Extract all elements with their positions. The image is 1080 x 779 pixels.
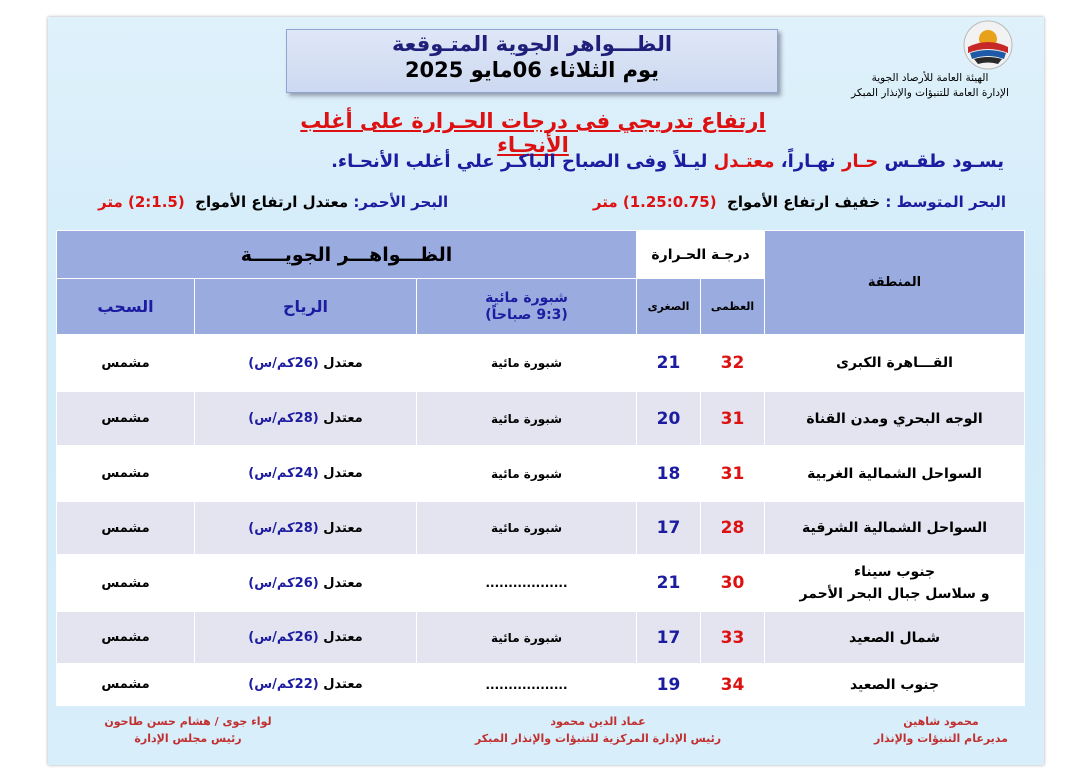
table-row (57, 555, 1025, 612)
header-wind: الرياح (195, 279, 417, 335)
min-temp-cell: 21 (637, 555, 701, 612)
date-line: يوم الثلاثاء 06مايو 2025 (404, 58, 660, 82)
wind-speed: (26كم/س) (248, 575, 319, 591)
min-temp-cell: 17 (637, 502, 701, 555)
header-fog-label: شبورة مائية (485, 289, 568, 306)
signature-left (88, 713, 288, 747)
max-temp-cell: 30 (701, 555, 765, 612)
cloud-cell: مشمس (57, 664, 195, 706)
med-state: خفيف (834, 193, 886, 211)
mediterranean-sea (593, 193, 1006, 211)
wind-cell (195, 446, 417, 502)
signature-center (448, 713, 748, 747)
wind-state: معتدل (318, 466, 363, 481)
header-temperature: درجـة الحـرارة (637, 231, 765, 279)
desc-part-2: نهـاراً، (774, 151, 842, 172)
cloud-cell: مشمس (57, 335, 195, 392)
wind-speed: (28كم/س) (248, 520, 319, 536)
cloud-cell: مشمس (57, 502, 195, 555)
max-temp-cell: 33 (701, 612, 765, 664)
region-cell: شمال الصعيد (765, 612, 1025, 664)
wind-state: معتدل (318, 677, 363, 692)
signature-center-name: عماد الدين محمود (550, 715, 646, 728)
signature-right (856, 713, 1026, 747)
desc-part-1: يسـود طقـس (878, 151, 1004, 172)
cloud-cell: مشمس (57, 446, 195, 502)
forecast-sheet (48, 17, 1044, 765)
wind-cell (195, 555, 417, 612)
fog-cell: شبورة مائية (417, 392, 637, 446)
table-row (57, 664, 1025, 706)
organization-name (830, 71, 1030, 101)
cloud-cell: مشمس (57, 555, 195, 612)
wind-state: معتدل (318, 575, 363, 591)
wind-speed: (24كم/س) (248, 466, 319, 481)
wind-state: معتدل (318, 355, 363, 371)
header-max: العظمى (701, 279, 765, 335)
header-fog-time: (9:3 صباحاً) (485, 306, 568, 323)
page-title: الظـــواهر الجوية المتـوقعة (391, 32, 673, 56)
med-wave-value: (1.25:0.75) متر (592, 193, 717, 211)
table-row (57, 446, 1025, 502)
region-line-2: و سلاسل جبال البحر الأحمر (799, 586, 990, 602)
cloud-cell: مشمس (57, 612, 195, 664)
wind-speed: (22كم/س) (248, 677, 319, 692)
table-row (57, 502, 1025, 555)
wind-speed: (28كم/س) (248, 411, 319, 426)
sea-conditions (98, 193, 1006, 219)
wind-state: معتدل (318, 411, 363, 426)
min-temp-cell: 17 (637, 612, 701, 664)
region-cell: السواحل الشمالية الشرقية (765, 502, 1025, 555)
region-line-1: جنوب سيناء (853, 564, 936, 580)
desc-mild: معتـدل (713, 151, 775, 172)
red-sea (98, 193, 448, 211)
table-row (57, 335, 1025, 392)
red-label: البحر الأحمر: (353, 193, 449, 211)
wind-speed: (26كم/س) (248, 355, 319, 371)
wind-state: معتدل (318, 630, 363, 645)
signature-right-name: محمود شاهين (903, 715, 979, 728)
fog-cell: .................. (417, 555, 637, 612)
header-phenomena: الظـــواهـــر الجويـــــة (57, 231, 637, 279)
region-cell (765, 555, 1025, 612)
max-temp-cell: 28 (701, 502, 765, 555)
max-temp-cell: 34 (701, 664, 765, 706)
org-line-1: الهيئة العامة للأرصاد الجوية (871, 72, 989, 84)
region-cell: السواحل الشمالية الغربية (765, 446, 1025, 502)
header-region: المنطقة (765, 231, 1025, 335)
fog-cell: .................. (417, 664, 637, 706)
header-cloud: السحب (57, 279, 195, 335)
signature-right-role: مديرعام التنبؤات والإنذار (874, 732, 1008, 745)
wind-cell (195, 664, 417, 706)
red-state: معتدل (302, 193, 354, 211)
weather-description (331, 151, 1004, 172)
signature-left-role: رئيس مجلس الإدارة (134, 732, 242, 745)
cloud-cell: مشمس (57, 392, 195, 446)
wind-cell (195, 392, 417, 446)
red-wave-label: ارتفاع الأمواج (195, 193, 303, 211)
forecast-table (56, 230, 1025, 706)
wind-state: معتدل (318, 520, 363, 536)
wind-cell (195, 502, 417, 555)
signature-center-role: رئيس الإدارة المركزية للتنبؤات والإنذار المبكر (474, 732, 722, 745)
min-temp-cell: 20 (637, 392, 701, 446)
wind-cell (195, 612, 417, 664)
header-min: الصغرى (637, 279, 701, 335)
region-cell: القـــاهرة الكبرى (765, 335, 1025, 392)
max-temp-cell: 31 (701, 446, 765, 502)
region-cell: الوجه البحري ومدن القناة (765, 392, 1025, 446)
desc-hot: حـار (841, 151, 879, 172)
min-temp-cell: 19 (637, 664, 701, 706)
wind-cell (195, 335, 417, 392)
desc-part-3: ليـلاً وفى الصباح الباكـر علي أغلب الأنحـاء. (331, 151, 714, 172)
ema-logo-icon (962, 19, 1014, 71)
min-temp-cell: 18 (637, 446, 701, 502)
min-temp-cell: 21 (637, 335, 701, 392)
fog-cell: شبورة مائية (417, 335, 637, 392)
table-row (57, 392, 1025, 446)
fog-cell: شبورة مائية (417, 446, 637, 502)
org-line-2: الإدارة العامة للتنبؤات والإنذار المبكر (851, 87, 1009, 99)
max-temp-cell: 31 (701, 392, 765, 446)
header-fog (417, 279, 637, 335)
fog-cell: شبورة مائية (417, 612, 637, 664)
wind-speed: (26كم/س) (248, 630, 319, 645)
region-cell: جنوب الصعيد (765, 664, 1025, 706)
title-box (286, 29, 778, 93)
med-wave-label: ارتفاع الأمواج (727, 193, 835, 211)
max-temp-cell: 32 (701, 335, 765, 392)
fog-cell: شبورة مائية (417, 502, 637, 555)
signature-left-name: لواء جوى / هشام حسن طاحون (104, 715, 272, 728)
med-label: البحر المتوسط : (885, 193, 1006, 211)
forecast-headline: ارتفاع تدريجي فى درجات الحـرارة على أغلب الأنحـاء (300, 109, 766, 157)
red-wave-value: (2:1.5) متر (98, 193, 185, 211)
table-row (57, 612, 1025, 664)
